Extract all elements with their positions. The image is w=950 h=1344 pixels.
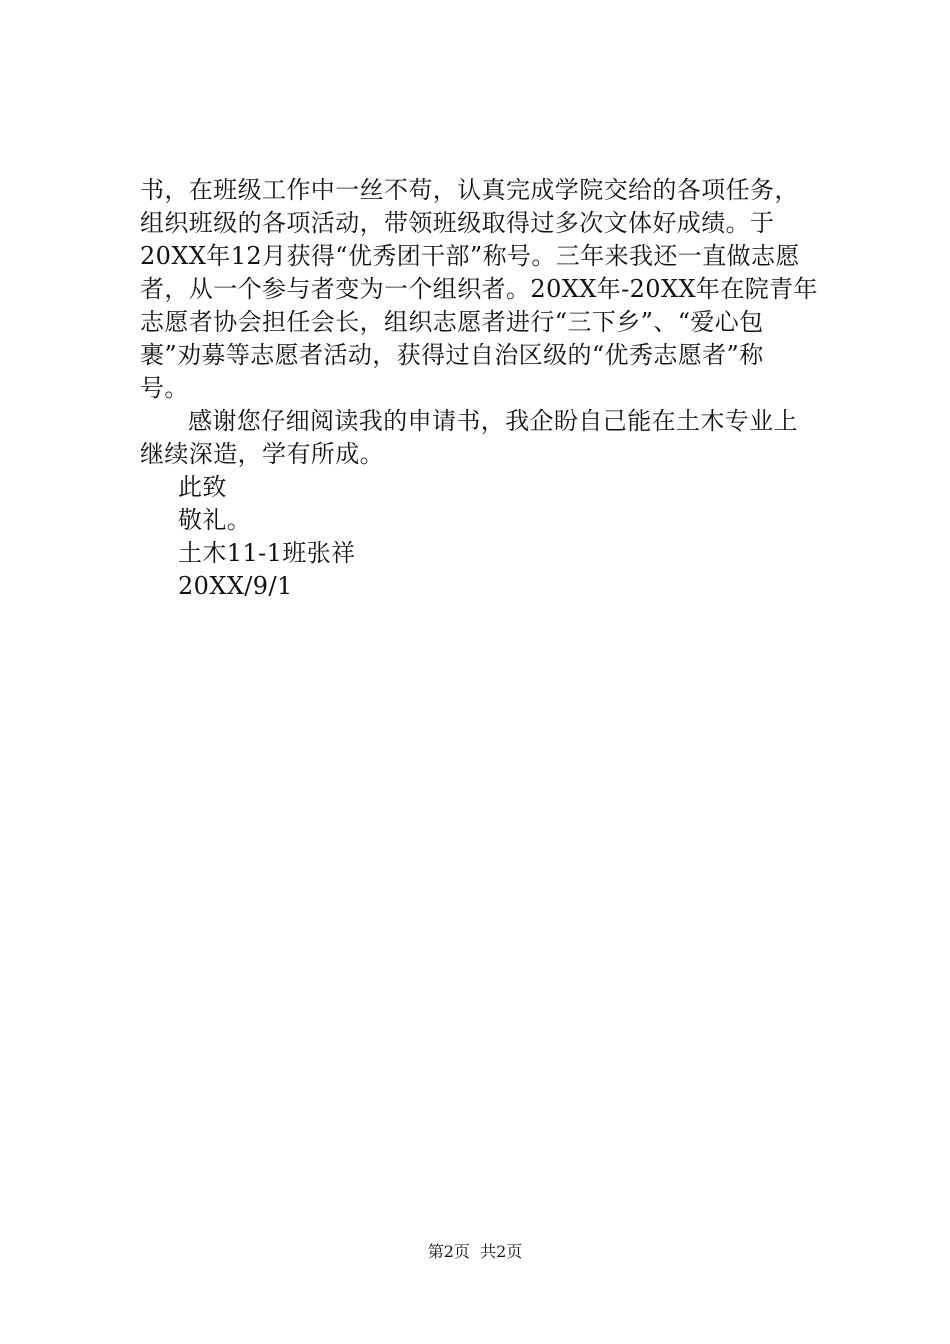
body-line: 号。 xyxy=(140,374,189,402)
body-line: 20XX年12月获得“优秀团干部”称号。三年来我还一直做志愿 xyxy=(140,242,800,270)
thanks-paragraph-line: 感谢您仔细阅读我的申请书，我企盼自己能在土木专业上 xyxy=(188,407,798,435)
signature: 土木11-1班张祥 xyxy=(178,539,356,567)
body-line: 书，在班级工作中一丝不苟，认真完成学院交给的各项任务， xyxy=(140,176,799,204)
body-line: 志愿者协会担任会长，组织志愿者进行“三下乡”、“爱心包 xyxy=(140,308,764,336)
body-line: 继续深造，学有所成。 xyxy=(140,440,384,468)
signature-date: 20XX/9/1 xyxy=(178,572,293,600)
body-line: 裹”劝募等志愿者活动，获得过自治区级的“优秀志愿者”称 xyxy=(140,341,764,369)
page-number: 第2页 共2页 xyxy=(427,1242,523,1261)
page-footer xyxy=(0,1242,950,1262)
body-line: 者，从一个参与者变为一个组织者。20XX年-20XX年在院青年 xyxy=(140,275,818,303)
closing-regards: 敬礼。 xyxy=(178,506,252,534)
body-line: 组织班级的各项活动，带领班级取得过多次文体好成绩。于 xyxy=(140,209,775,237)
letter-body xyxy=(140,174,840,603)
closing-salutation: 此致 xyxy=(178,473,227,501)
